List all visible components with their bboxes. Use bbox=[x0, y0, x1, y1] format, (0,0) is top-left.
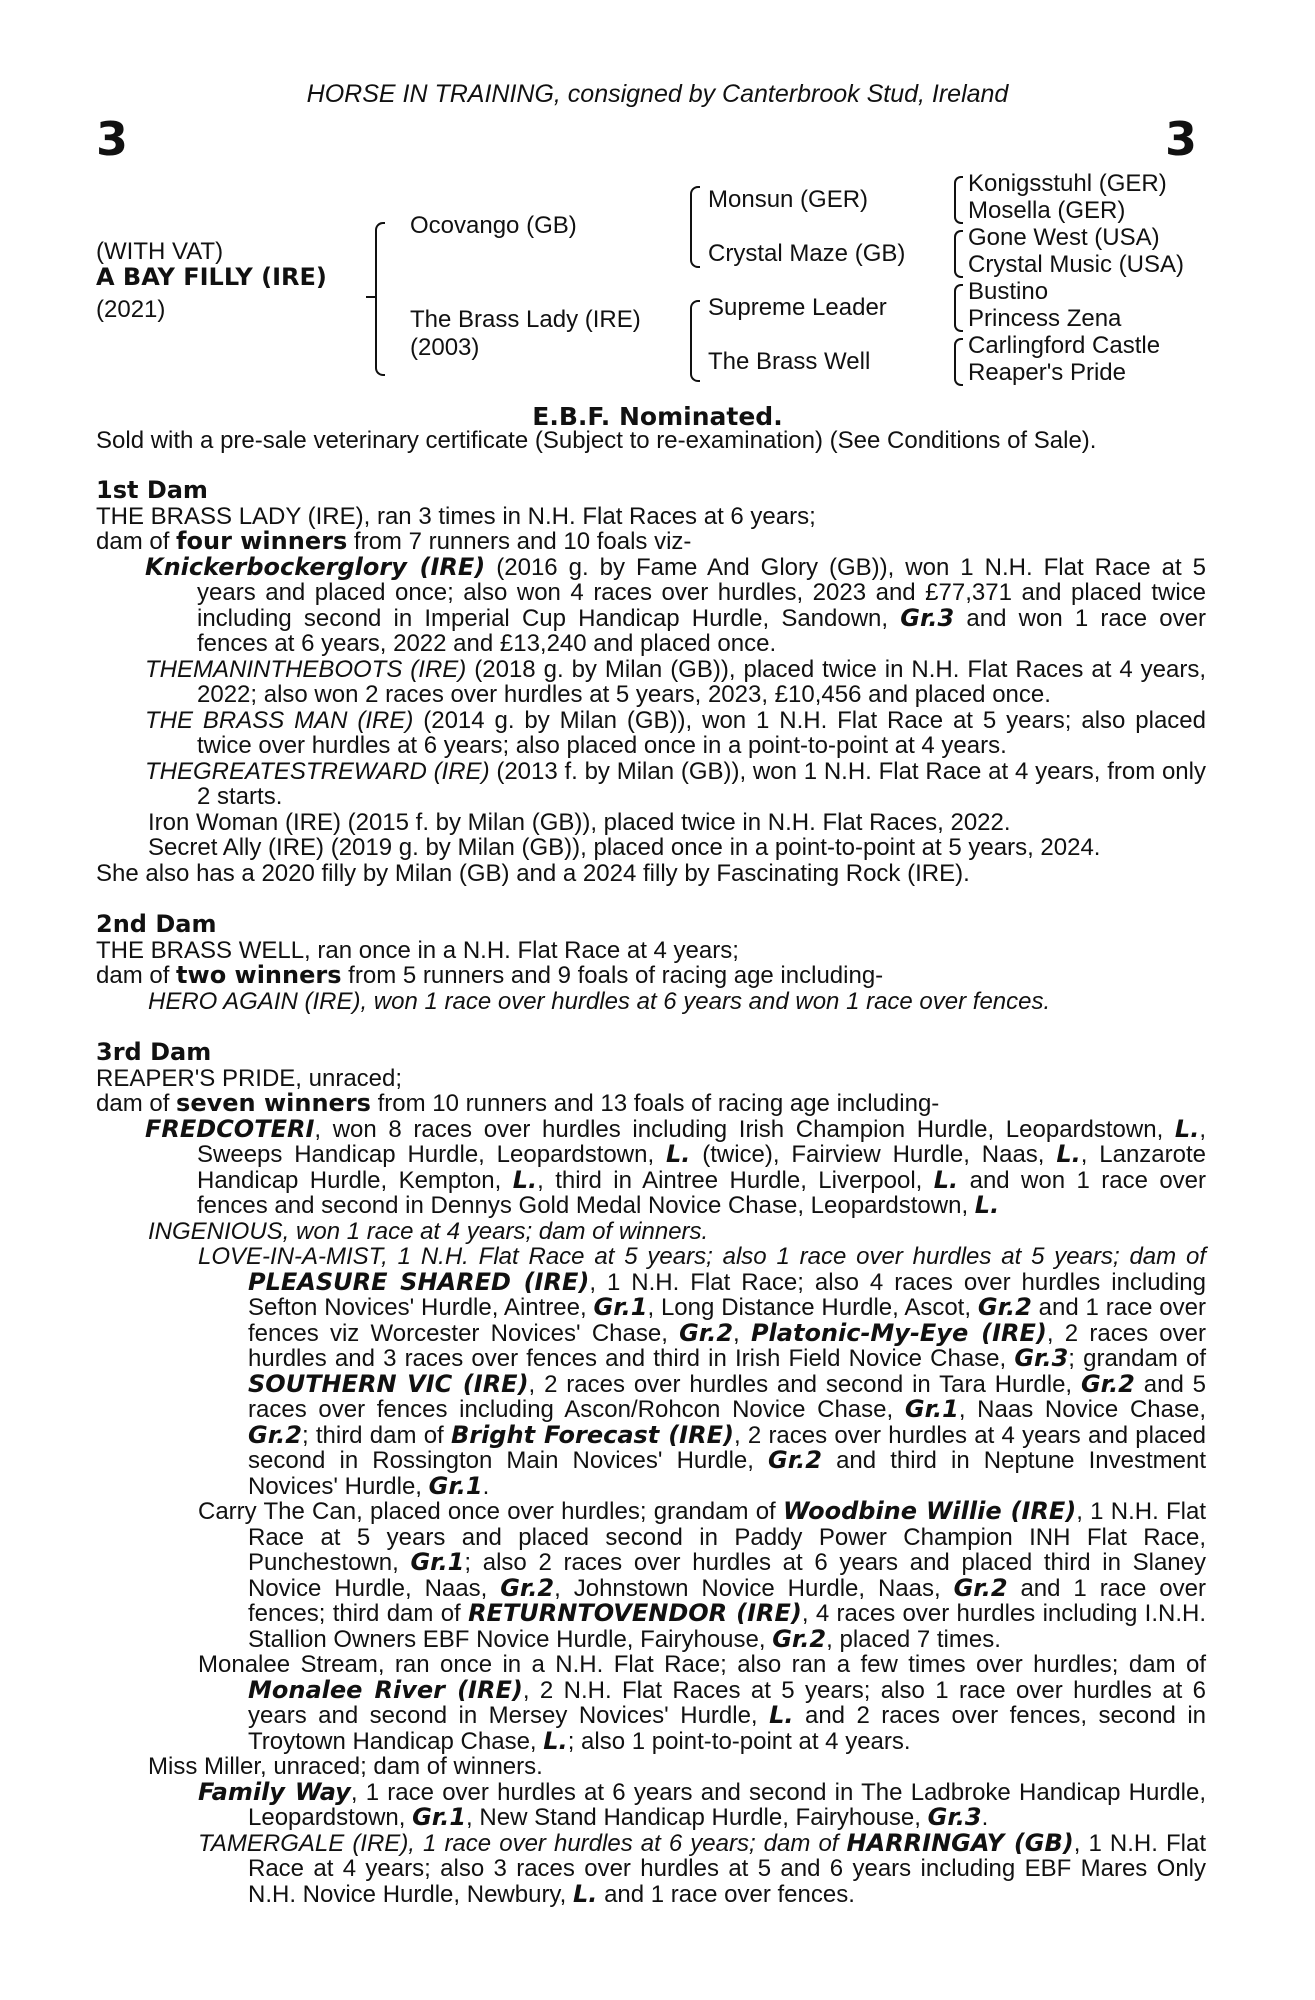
produce-hero-again: HERO AGAIN (IRE), won 1 race over hurdles at 6 years and won 1 race over fences. bbox=[148, 987, 1051, 1015]
second-dam-produce-line: dam of two winners from 5 runners and 9 foals of racing age including- bbox=[96, 961, 884, 989]
dam: The Brass Lady (IRE) bbox=[410, 306, 641, 333]
grandparent-2: Mosella (GER) bbox=[968, 197, 1126, 224]
second-dam-heading: 2nd Dam bbox=[96, 910, 217, 938]
other-produce: She also has a 2020 filly by Milan (GB) and a 2024 filly by Fascinating Rock (IRE). bbox=[96, 859, 970, 887]
produce-secret-ally: Secret Ally (IRE) (2019 g. by Milan (GB)), placed once in a point-to-point at 5 years, 2024. bbox=[148, 834, 1101, 861]
grandparent-7: Carlingford Castle bbox=[968, 332, 1161, 359]
produce-love-in-a-mist: LOVE-IN-A-MIST, 1 N.H. Flat Race at 5 years; also 1 race over hurdles at 5 years; dam of PLEASURE SHARED (IRE), 1 N.H. Flat Race; also 4 races over hurdles including Sefton Novices' Hurdle, Aintree, Gr.1, Long Distance Hurdle, Ascot, Gr.2 and 1 race over fences viz Worcester Novices' Chase, Gr.2, Platonic-My-Eye (IRE), 2 races over hurdles and 3 races over fences and third in Irish Field Novice Chase, Gr.3; grandam of SOUTHERN VIC (IRE), 2 races over hurdles and second in Tara Hurdle, Gr.2 and 5 races over fences including Ascon/Rohcon Novice Chase, Gr.1, Naas Novice Chase, Gr.2; third dam of Bright Forecast (IRE), 2 races over hurdles at 4 years and placed second in Rossington Main Novices' Hurdle, Gr.2 and third in Neptune Investment Novices' Hurdle, Gr.1. bbox=[198, 1243, 1207, 1500]
lot-number-right: 3 bbox=[1164, 112, 1197, 166]
pedigree-body bbox=[96, 478, 1206, 1907]
first-dam-heading: 1st Dam bbox=[96, 476, 208, 504]
brace-dam bbox=[690, 300, 700, 382]
grandparent-5: Bustino bbox=[968, 278, 1049, 305]
grandparent-6: Princess Zena bbox=[968, 305, 1122, 332]
brace-sire bbox=[690, 186, 700, 268]
foaling-year: (2021) bbox=[96, 296, 166, 323]
dam-sire: Supreme Leader bbox=[708, 294, 887, 321]
grandparent-3: Gone West (USA) bbox=[968, 224, 1160, 251]
sire-sire: Monsun (GER) bbox=[708, 186, 869, 213]
horse-name: A BAY FILLY (IRE) bbox=[96, 263, 327, 291]
first-dam-produce-line: dam of four winners from 7 runners and 10 foals viz- bbox=[96, 527, 692, 555]
produce-iron-woman: Iron Woman (IRE) (2015 f. by Milan (GB)), placed twice in N.H. Flat Races, 2022. bbox=[148, 808, 1011, 836]
brace-g12 bbox=[954, 176, 963, 224]
first-dam-line: THE BRASS LADY (IRE), ran 3 times in N.H. Flat Races at 6 years; bbox=[96, 502, 816, 530]
produce-fredcoteri: FREDCOTERI, won 8 races over hurdles including Irish Champion Hurdle, Leopardstown, L., Sweeps Handicap Hurdle, Leopardstown, L. (twice), Fairview Hurdle, Naas, L., Lanzarote Handicap Hurdle, Kempton, L., third in Aintree Hurdle, Liverpool, L. and won 1 race over fences and second in Dennys Gold Medal Novice Chase, Leopardstown, L. bbox=[145, 1114, 1207, 1219]
grandparent-8: Reaper's Pride bbox=[968, 359, 1126, 386]
brace-tip bbox=[366, 296, 376, 298]
produce-thegreatestreward: THEGREATESTREWARD (IRE) (2013 f. by Milan (GB)), won 1 N.H. Flat Race at 4 years, from only 2 starts. bbox=[145, 757, 1206, 810]
third-dam-heading: 3rd Dam bbox=[96, 1038, 212, 1066]
dam-dam: The Brass Well bbox=[708, 348, 871, 375]
third-dam-line: REAPER'S PRIDE, unraced; bbox=[96, 1064, 403, 1092]
dam-year: (2003) bbox=[410, 334, 480, 361]
vat-note: (WITH VAT) bbox=[96, 238, 224, 265]
lot-number-left: 3 bbox=[96, 112, 129, 166]
produce-carry-the-can: Carry The Can, placed once over hurdles; grandam of Woodbine Willie (IRE), 1 N.H. Flat Race at 5 years and placed second in Paddy Power Champion INH Flat Race, Punchestown, Gr.1; also 2 races over hurdles at 6 years and placed third in Slaney Novice Hurdle, Naas, Gr.2, Johnstown Novice Hurdle, Naas, Gr.2 and 1 race over fences; third dam of RETURNTOVENDOR (IRE), 4 races over hurdles including I.N.H. Stallion Owners EBF Novice Hurdle, Fairyhouse, Gr.2, placed 7 times. bbox=[198, 1497, 1206, 1653]
ebf-nominated: E.B.F. Nominated. bbox=[532, 402, 783, 431]
grandparent-1: Konigsstuhl (GER) bbox=[968, 170, 1167, 197]
produce-tamergale: TAMERGALE (IRE), 1 race over hurdles at 6 years; dam of HARRINGAY (GB), 1 N.H. Flat Race at 4 years; also 3 races over hurdles at 5 and 6 years including EBF Mares Only N.H. Novice Hurdle, Newbury, L. and 1 race over fences. bbox=[198, 1828, 1206, 1908]
produce-miss-miller: Miss Miller, unraced; dam of winners. bbox=[148, 1753, 543, 1780]
produce-monalee-stream: Monalee Stream, ran once in a N.H. Flat Race; also ran a few times over hurdles; dam of Monalee River (IRE), 2 N.H. Flat Races at 5 years; also 1 race over hurdles at 6 years and second in Mersey Novices' Hurdle, L. and 2 races over fences, second in Troytown Handicap Chase, L.; also 1 point-to-point at 4 years. bbox=[198, 1651, 1207, 1755]
vet-certificate-note: Sold with a pre-sale veterinary certificate (Subject to re-examination) (See Conditions of Sale). bbox=[96, 427, 1097, 454]
produce-knickerbockerglory: Knickerbockerglory (IRE) (2016 g. by Fame And Glory (GB)), won 1 N.H. Flat Race at 5 years and placed once; also won 4 races over hurdles, 2023 and £77,371 and placed twice including second in Imperial Cup Handicap Hurdle, Sandown, Gr.3 and won 1 race over fences at 6 years, 2022 and £13,240 and placed once. bbox=[145, 552, 1206, 657]
produce-the-brass-man: THE BRASS MAN (IRE) (2014 g. by Milan (GB)), won 1 N.H. Flat Race at 5 years; also placed twice over hurdles at 6 years; also placed once in a point-to-point at 4 years. bbox=[145, 706, 1206, 759]
grandparent-4: Crystal Music (USA) bbox=[968, 251, 1185, 278]
brace-g34 bbox=[954, 230, 963, 278]
brace-g78 bbox=[954, 338, 963, 386]
produce-themanintheboots: THEMANINTHEBOOTS (IRE) (2018 g. by Milan (GB)), placed twice in N.H. Flat Races at 4 years, 2022; also won 2 races over hurdles at 5 years, 2023, £10,456 and placed once. bbox=[145, 655, 1206, 708]
sire: Ocovango (GB) bbox=[410, 212, 577, 239]
produce-ingenious: INGENIOUS, won 1 race at 4 years; dam of winners. bbox=[148, 1217, 709, 1245]
second-dam-line: THE BRASS WELL, ran once in a N.H. Flat Race at 4 years; bbox=[96, 936, 739, 964]
consignor-header: HORSE IN TRAINING, consigned by Canterbrook Stud, Ireland bbox=[306, 80, 1009, 108]
brace-gen1 bbox=[375, 222, 385, 376]
sire-dam: Crystal Maze (GB) bbox=[708, 240, 906, 267]
produce-family-way: Family Way, 1 race over hurdles at 6 years and second in The Ladbroke Handicap Hurdle, Leopardstown, Gr.1, New Stand Handicap Hurdle, Fairyhouse, Gr.3. bbox=[198, 1777, 1207, 1831]
brace-g56 bbox=[954, 284, 963, 332]
third-dam-produce-line: dam of seven winners from 10 runners and 13 foals of racing age including- bbox=[96, 1089, 940, 1117]
